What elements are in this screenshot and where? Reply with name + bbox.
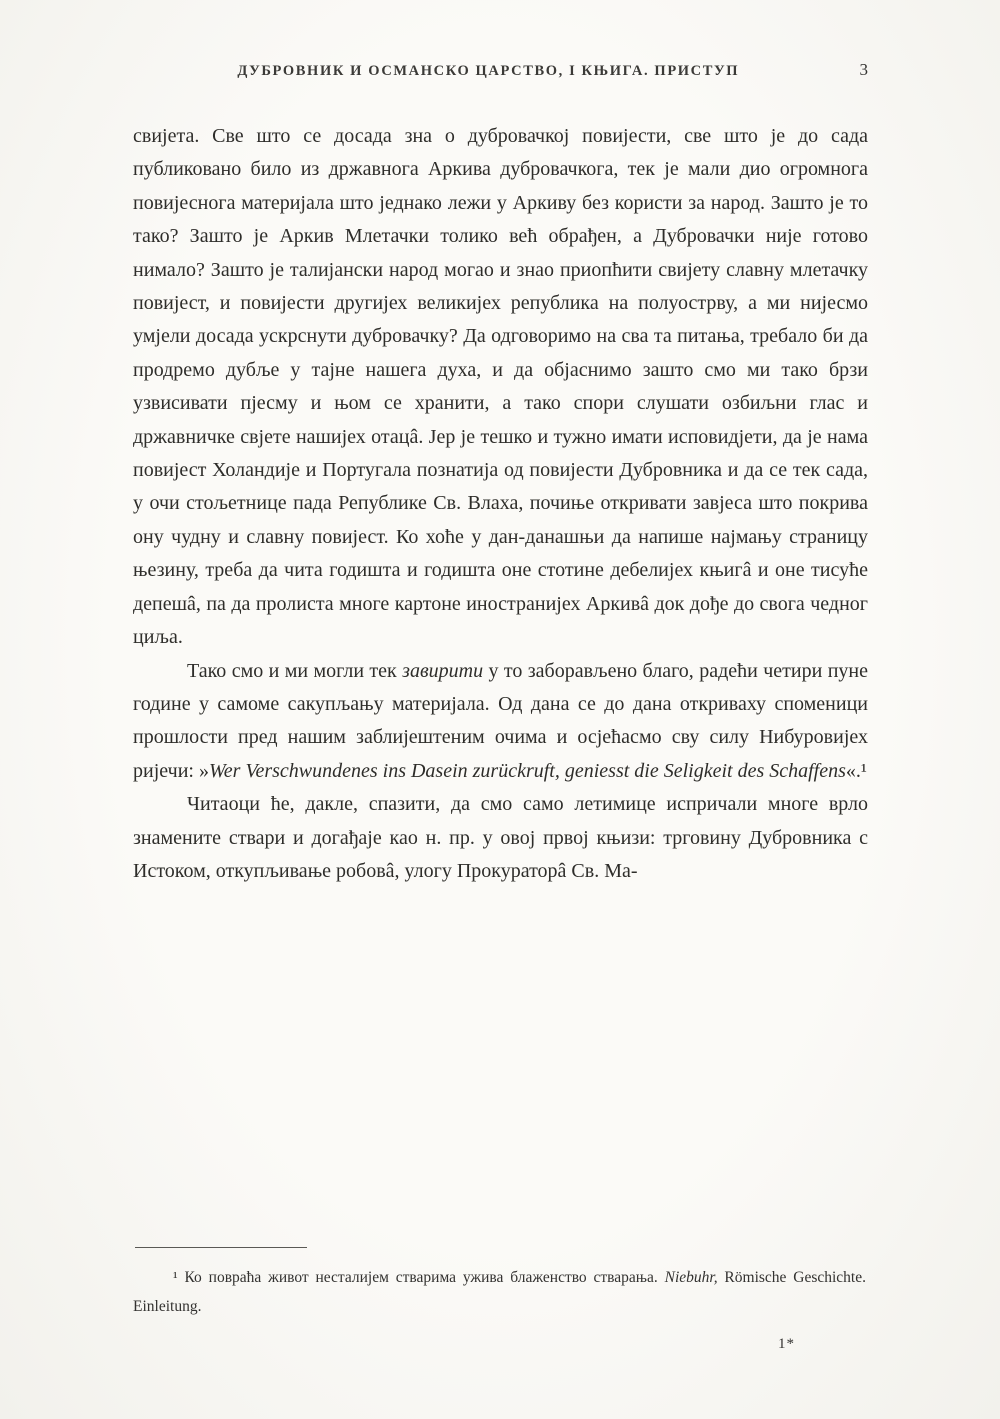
running-header <box>133 60 868 80</box>
italic-text: завирити <box>402 659 484 682</box>
text-run: Römische Geschichte. Einleitung. <box>133 1269 866 1315</box>
text-run: «.¹ <box>845 759 867 782</box>
footnote <box>133 1263 866 1321</box>
italic-text: Wer Verschwundenes ins Dasein zurückruft, geniesst die Seligkeit des Schaffens <box>208 759 846 782</box>
paragraph <box>133 788 868 888</box>
signature-mark: 1* <box>778 1336 795 1352</box>
italic-text: Niebuhr, <box>664 1269 718 1286</box>
text-run: у то заборављено благо, радећи четири пуне године у самоме сакупљању материјала. Од дана се до дана откриваху споменици прошлости пред нашим заблијештеним очима и осјећасмо сву силу Нибуровијех ријечи: » <box>133 659 868 782</box>
footnote-separator <box>135 1247 307 1248</box>
paragraph <box>133 655 868 789</box>
header-title: ДУБРОВНИК И ОСМАНСКО ЦАРСТВО, I КЊИГА. ПРИСТУП <box>237 63 740 79</box>
page-number: 3 <box>859 60 868 79</box>
text-run: свијета. Све што се досада зна о дубровачкој повијести, све што је до сада публиковано било из државнога Аркива дубровачкога, тек је мали дио огромнога повијеснога материјала што једнако лежи у Аркиву без користи за народ. Зашто је то тако? Зашто је Аркив Млетачки толико већ обрађен, а Дубровачки није готово нимало? Зашто је талијански народ могао и знао приопћити свијету славну млетачку повијест, и повијести другијех великијех република на полуострву, а ми нијесмо умјели досада ускрснути дубровачку? Да одговоримо на сва та питања, требало би да продремо дубље у тајне нашега духа, и да објаснимо зашто смо ми тако брзи узвисивати пјесму и њом се хранити, а тако спори слушати озбиљни глас и државничке свјете нашијех отацâ. Јер је тешко и тужно имати исповидјети, да је нама повијест Холандије и Португала познатија од повијести Дубровника и да се тек сада, у очи стољетнице пада Републике Св. Влаха, почиње откривати завјеса што покрива ону чудну и славну повијест. Ко хоће у дан-данашњи да напише најмању страницу њезину, треба да чита годишта и годишта оне стотине дебелијех књигâ и оне тисуће депешâ, па да пролиста многе картоне иностранијех Аркивâ док дође до свога чедног циља. <box>133 125 868 649</box>
paragraph <box>133 120 868 655</box>
footnote-text <box>133 1269 866 1315</box>
body-text <box>133 120 868 888</box>
text-run: Читаоци ће, дакле, спазити, да смо само летимице испричали многе врло знамените ствари и догађаје као н. пр. у овој првој књизи: трговину Дубровника с Истоком, откупљивање робовâ, улогу Прокураторâ Св. Ма- <box>133 793 868 882</box>
text-run: Тако смо и ми могли тек <box>187 659 403 682</box>
text-run: ¹ Ко повраћа живот несталијем стварима ужива блаженство стварања. <box>173 1269 665 1286</box>
